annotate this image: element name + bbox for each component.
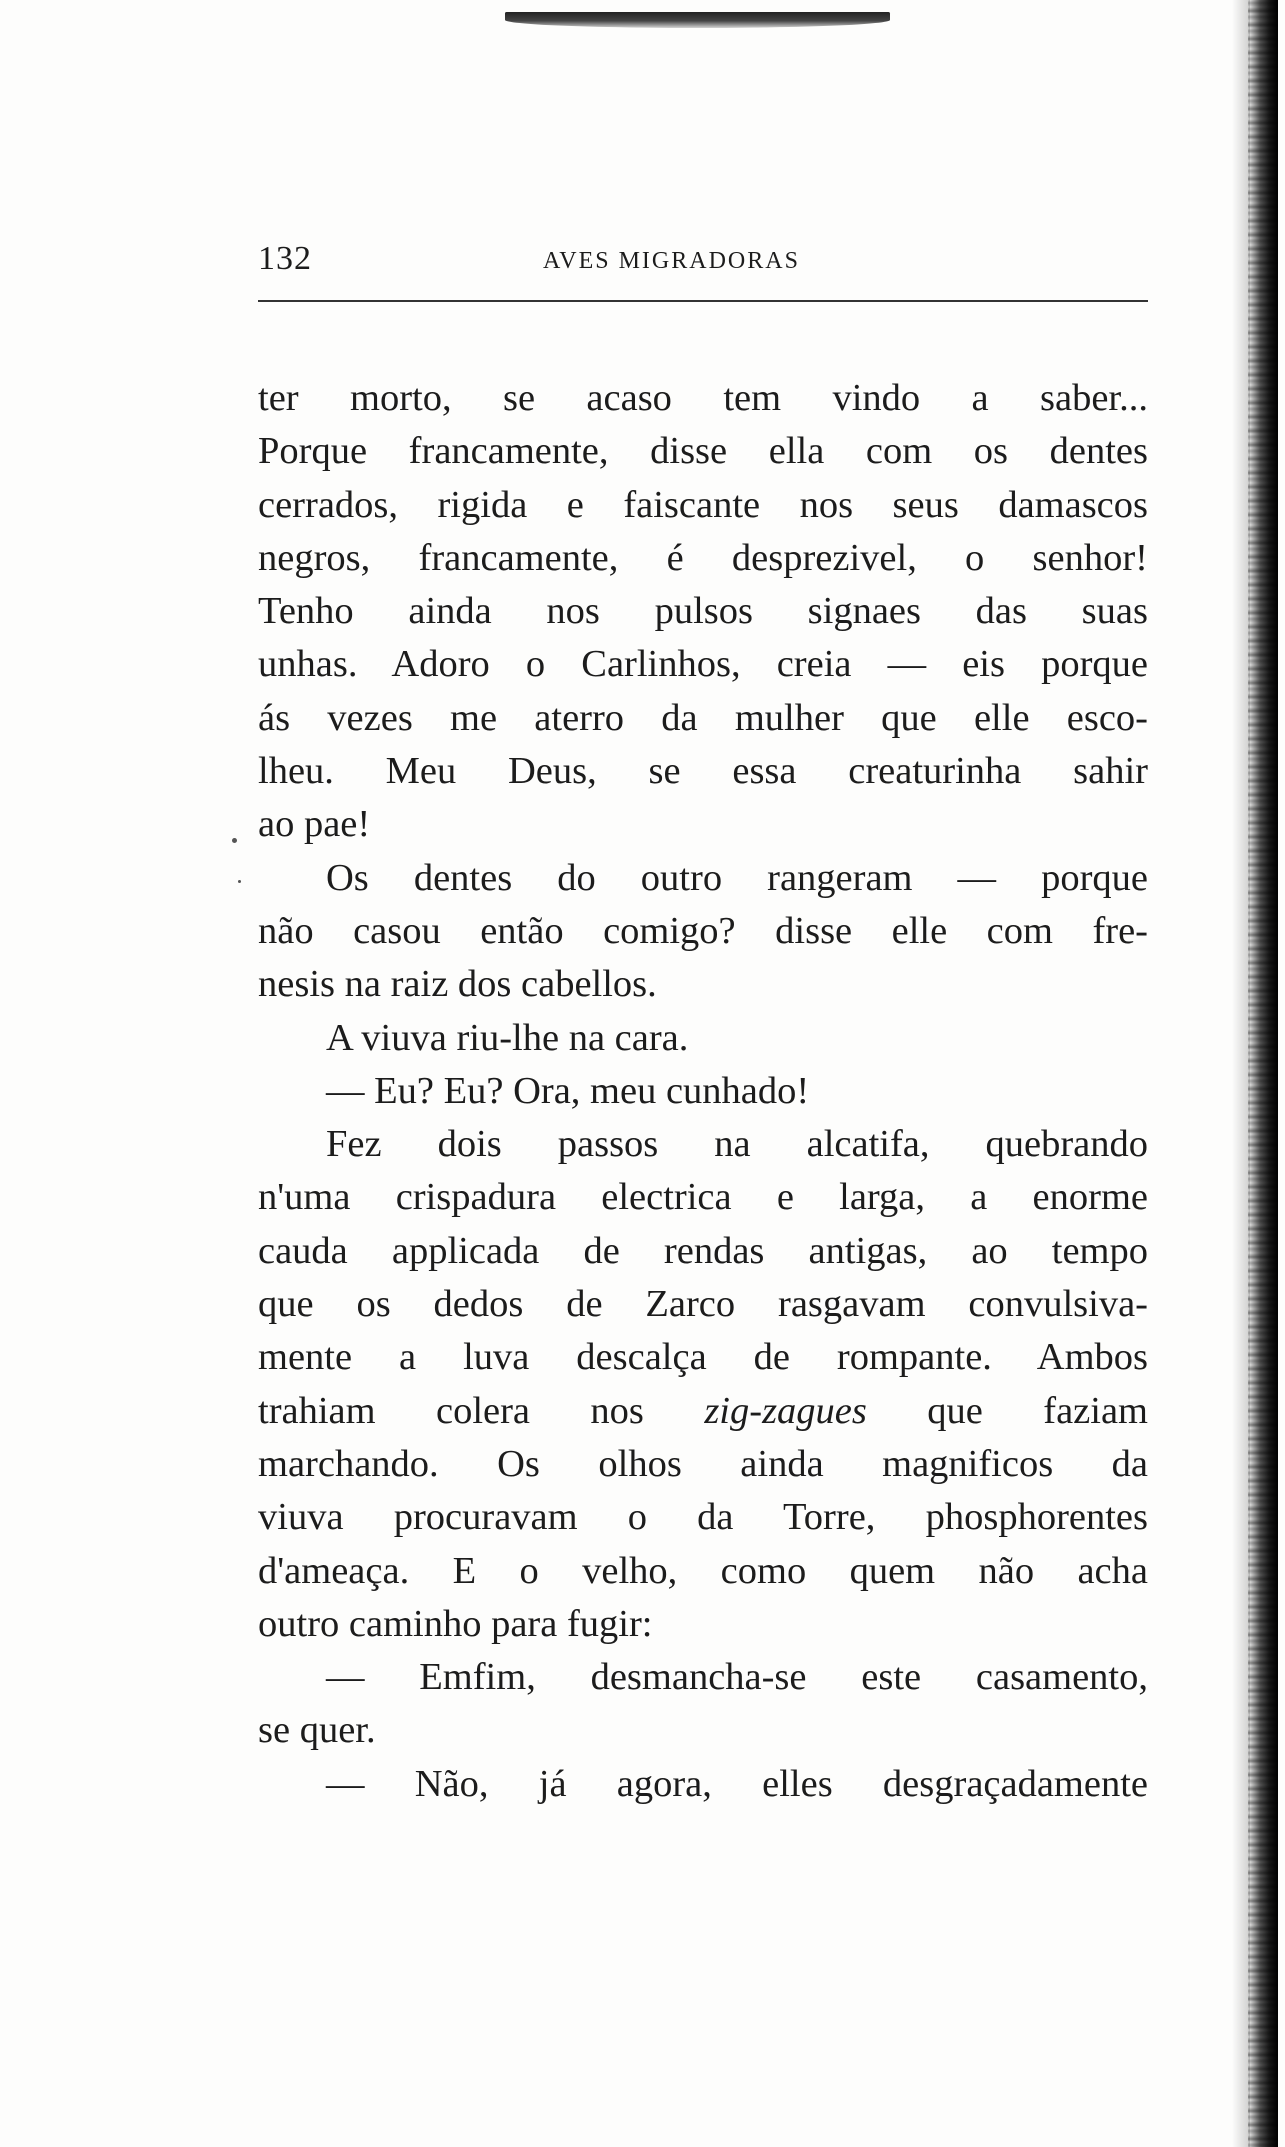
text-run: que faziam <box>927 1389 1148 1432</box>
text-line: — Emfim, desmancha-se este casamento, <box>326 1656 1148 1699</box>
text-line: Os dentes do outro rangeram — porque <box>326 856 1148 899</box>
text-line: outro caminho para fugir: <box>258 1602 653 1645</box>
text-line: cauda applicada de rendas antigas, ao tempo <box>258 1229 1148 1272</box>
text-line: A viuva riu-lhe na cara. <box>326 1016 689 1059</box>
binding-edge <box>1248 0 1278 2147</box>
text-line: Fez dois passos na alcatifa, quebrando <box>326 1123 1148 1166</box>
text-line: mente a luva descalça de rompante. Ambos <box>258 1336 1148 1379</box>
text-line: — Não, já agora, elles desgraçadamente <box>326 1762 1148 1805</box>
text-line: marchando. Os olhos ainda magnificos da <box>258 1442 1148 1485</box>
text-line: unhas. Adoro o Carlinhos, creia — eis porque <box>258 643 1148 686</box>
text-line: não casou então comigo? disse elle com fre- <box>258 909 1148 952</box>
text-line: — Eu? Eu? Ora, meu cunhado! <box>326 1069 810 1112</box>
italic-term: zig-zagues <box>704 1389 867 1432</box>
text-line: ao pae! <box>258 803 371 846</box>
scan-speck <box>232 838 237 843</box>
text-line: que os dedos de Zarco rasgavam convulsiva- <box>258 1283 1148 1326</box>
text-line: d'ameaça. E o velho, como quem não acha <box>258 1549 1148 1592</box>
text-line: Tenho ainda nos pulsos signaes das suas <box>258 590 1148 633</box>
page-number: 132 <box>258 240 312 277</box>
text-line: viuva procuravam o da Torre, phosphorentes <box>258 1496 1148 1539</box>
header-rule <box>258 300 1148 302</box>
running-head <box>258 240 1148 288</box>
text-line: nesis na raiz dos cabellos. <box>258 963 657 1006</box>
text-line: se quer. <box>258 1709 376 1752</box>
text-line: ás vezes me aterro da mulher que elle esco- <box>258 696 1148 739</box>
text-line: negros, francamente, é desprezivel, o senhor! <box>258 536 1148 579</box>
scan-top-mark <box>505 12 890 28</box>
text-line: cerrados, rigida e faiscante nos seus damascos <box>258 483 1148 526</box>
text-line: ter morto, se acaso tem vindo a saber... <box>258 377 1148 419</box>
running-title: AVES MIGRADORAS <box>543 248 800 274</box>
text-line: lheu. Meu Deus, se essa creaturinha sahir <box>258 750 1148 793</box>
body-text <box>258 372 1148 1811</box>
text-line-with-italic <box>258 1385 1148 1438</box>
text-line: n'uma crispadura electrica e larga, a enorme <box>258 1176 1148 1219</box>
scan-speck <box>238 880 241 883</box>
text-run: trahiam colera nos <box>258 1389 644 1432</box>
text-line: Porque francamente, disse ella com os dentes <box>258 430 1148 473</box>
